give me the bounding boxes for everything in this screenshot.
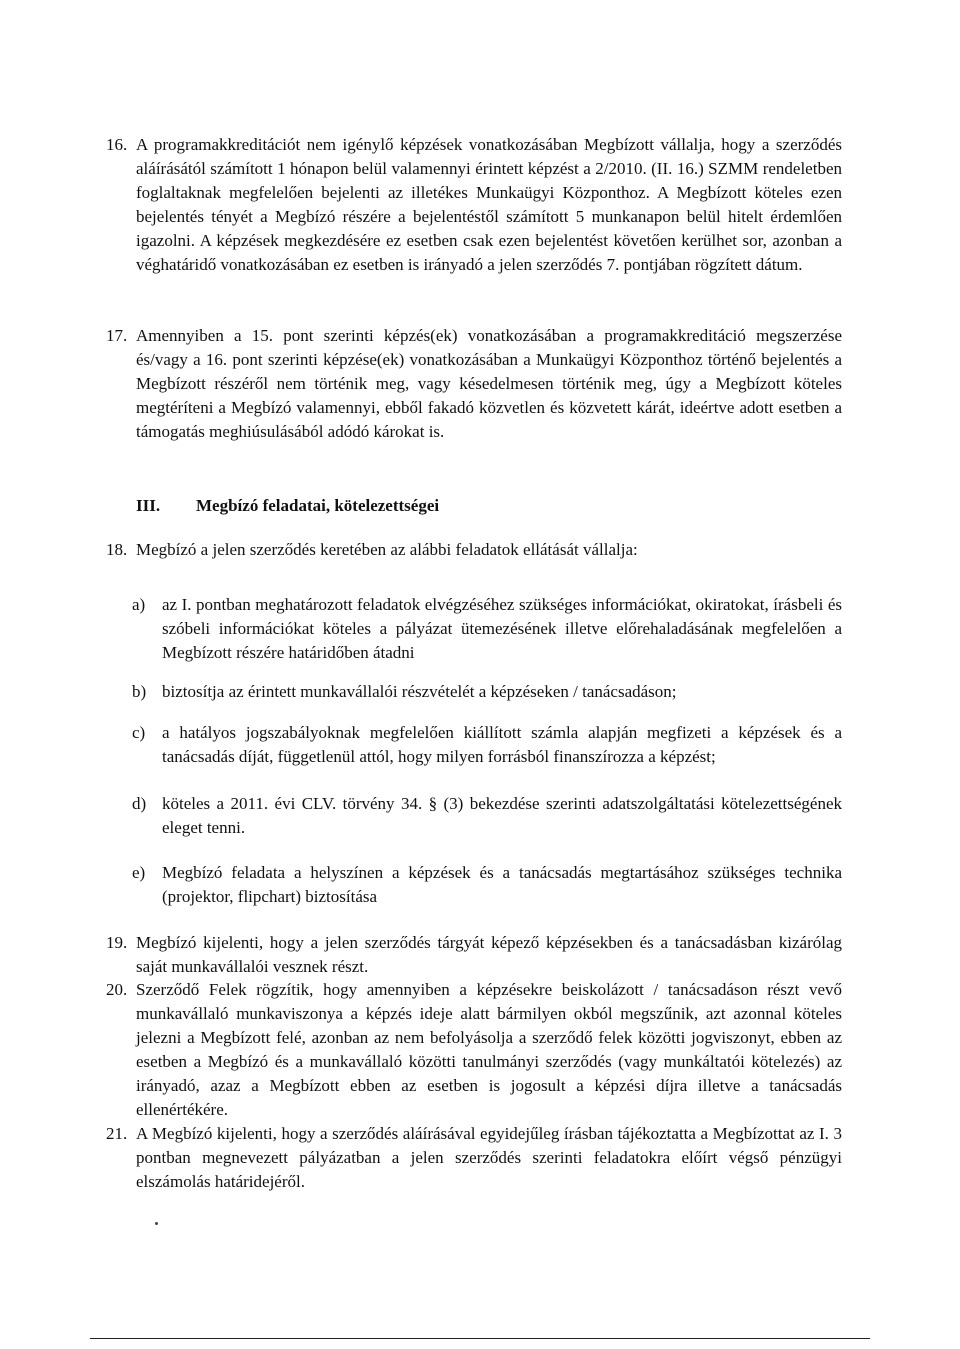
clause-text: Megbízó kijelenti, hogy a jelen szerződés tárgyát képező képzésekben és a tanácsadásban kizárólag saját munkavállalói vesznek részt. bbox=[136, 933, 842, 976]
clause-text: Amennyiben a 15. pont szerinti képzés(ek) vonatkozásában a programakkreditáció megszerzése és/vagy a 16. pont szerinti képzése(ek) vonatkozásában a Munkaügyi Központhoz történő bejelentés a Megbízott részéről nem történik meg, vagy késedelmesen történik meg, úgy a Megbízott köteles megtéríteni a Megbízó valamennyi, ebből fakadó közvetlen és közvetett kárát, ideértve adott esetben a támogatás meghiúsulásából adódó károkat is. bbox=[136, 326, 842, 441]
subitem-text: Megbízó feladata a helyszínen a képzések és a tanácsadás megtartásához szükséges technika (projektor, flipchart) biztosítása bbox=[162, 863, 842, 906]
subitem-letter: a) bbox=[132, 595, 146, 614]
clause-21 bbox=[106, 1122, 842, 1194]
scan-speck bbox=[155, 1222, 158, 1225]
subitem-letter: e) bbox=[132, 863, 146, 882]
clause-text: A programakkreditációt nem igénylő képzések vonatkozásában Megbízott vállalja, hogy a szerződés aláírásától számított 1 hónapon belül valamennyi érintett képzést a 2/2010. (II. 16.) SZMM rendeletben foglaltaknak megfelelően bejelenti az illetékes Munkaügyi Központhoz. A Megbízott köteles ezen bejelentés tényét a Megbízó részére a bejelentéstől számított 5 munkanapon belül hitelt érdemlően igazolni. A képzések megkezdésére ez esetben csak ezen bejelentést követően kerülhet sor, azonban a véghatáridő vonatkozásában ez esetben is irányadó a jelen szerződés 7. pontjában rögzített dátum. bbox=[136, 135, 842, 274]
clause-number: 20. bbox=[106, 980, 128, 999]
clause-19 bbox=[106, 931, 842, 979]
subitem-text: a hatályos jogszabályoknak megfelelően kiállított számla alapján megfizeti a képzések és a tanácsadás díját, függetlenül attól, hogy milyen forrásból finanszírozza a képzést; bbox=[162, 723, 842, 766]
subitem-e bbox=[132, 861, 842, 909]
subitem-letter: b) bbox=[132, 682, 147, 701]
clause-number: 19. bbox=[106, 933, 128, 952]
clause-number: 18. bbox=[106, 540, 128, 559]
clause-16 bbox=[106, 133, 842, 277]
subitem-a bbox=[132, 593, 842, 665]
clause-number: 21. bbox=[106, 1124, 128, 1143]
subitem-letter: d) bbox=[132, 794, 147, 813]
clause-17 bbox=[106, 324, 842, 444]
section-heading bbox=[136, 494, 439, 518]
section-number: III. bbox=[136, 496, 161, 515]
subitem-letter: c) bbox=[132, 723, 146, 742]
clause-18 bbox=[106, 538, 842, 562]
section-title: Megbízó feladatai, kötelezettségei bbox=[196, 496, 440, 515]
clause-number: 17. bbox=[106, 326, 128, 345]
clause-number: 16. bbox=[106, 135, 128, 154]
subitem-text: biztosítja az érintett munkavállalói részvételét a képzéseken / tanácsadáson; bbox=[162, 682, 677, 701]
subitem-text: köteles a 2011. évi CLV. törvény 34. § (3) bekezdése szerinti adatszolgáltatási kötelezettségének eleget tenni. bbox=[162, 794, 842, 837]
clause-text: Megbízó a jelen szerződés keretében az alábbi feladatok ellátását vállalja: bbox=[136, 540, 638, 559]
subitem-c bbox=[132, 721, 842, 769]
subitem-text: az I. pontban meghatározott feladatok elvégzéséhez szükséges információkat, okiratokat, írásbeli és szóbeli információkat köteles a pályázat ütemezésének illetve előrehaladásának megfelelően a Megbízott részére határidőben átadni bbox=[162, 595, 842, 662]
subitem-b bbox=[132, 680, 842, 704]
clause-text: A Megbízó kijelenti, hogy a szerződés aláírásával egyidejűleg írásban tájékoztatta a Megbízottat az I. 3 pontban megnevezett pályázatban a jelen szerződés szerinti feladatokra előírt végső pénzügyi elszámolás határidejéről. bbox=[136, 1124, 842, 1191]
clause-text: Szerződő Felek rögzítik, hogy amennyiben a képzésekre beiskolázott / tanácsadáson részt vevő munkavállaló munkaviszonya a képzés ideje alatt bármilyen okból megszűnik, azt azonnal köteles jelezni a Megbízott felé, azonban az nem befolyásolja a szerződő felek közötti jogviszonyt, ebben az esetben a Megbízó és a munkavállaló közötti tanulmányi szerződés (vagy munkáltatói kötelezés) az irányadó, azaz a Megbízott ebben az esetben is jogosult a képzési díjra illetve a tanácsadás ellenértékére. bbox=[136, 980, 842, 1119]
footer-rule bbox=[90, 1338, 870, 1339]
subitem-d bbox=[132, 792, 842, 840]
clause-20 bbox=[106, 978, 842, 1122]
